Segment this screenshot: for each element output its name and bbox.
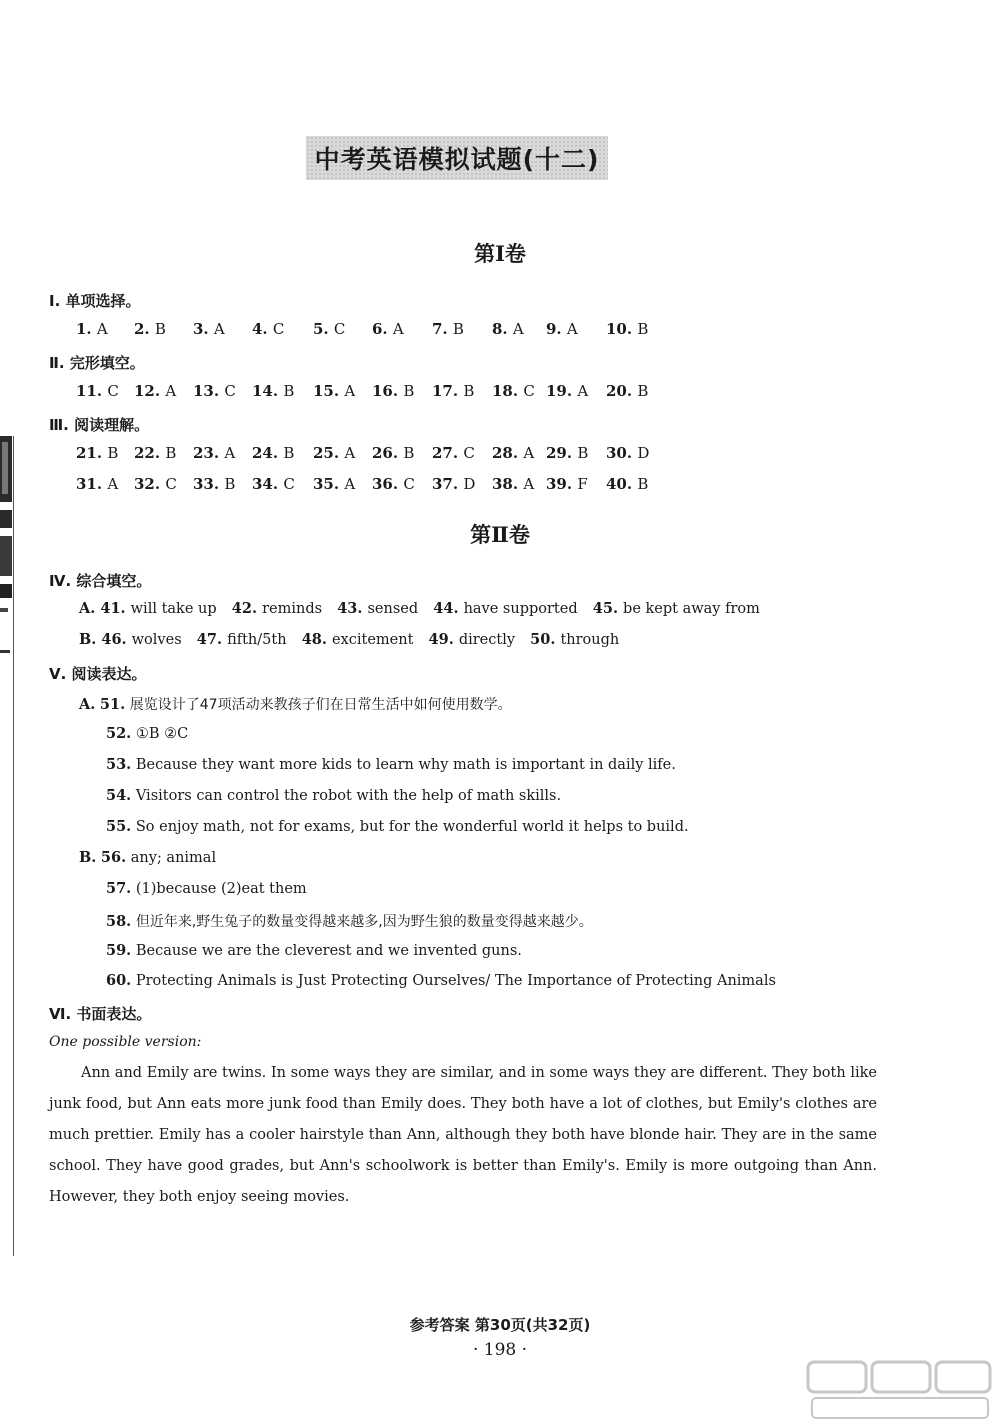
answer-letter: A (523, 475, 535, 493)
part-label: A. (79, 600, 101, 617)
exam-title: 中考英语模拟试题(十二) (306, 136, 608, 180)
answer-item (492, 444, 534, 462)
answer-item (252, 382, 294, 400)
answer-item (252, 320, 284, 338)
item-number: 48. (286, 631, 332, 648)
answer-number: 11. (76, 382, 108, 400)
answer-number: 32. (134, 475, 166, 493)
answer-letter: A (165, 382, 177, 400)
answer-letter: D (637, 444, 650, 462)
answer-letter: B (463, 382, 475, 400)
answer-number: 40. (606, 475, 638, 493)
answer-text: Because they want more kids to learn why math is important in daily life. (135, 757, 676, 773)
answer-item (432, 475, 475, 493)
answer-item (193, 475, 235, 493)
answer-letter: C (403, 475, 415, 493)
answer-letter: A (107, 475, 119, 493)
fill-row-b (79, 631, 619, 648)
answer-number: 24. (252, 444, 284, 462)
answer-number: 22. (134, 444, 166, 462)
answer-letter: B (577, 444, 589, 462)
answer-item (606, 382, 648, 400)
answer-letter: C (272, 320, 285, 338)
item-number: 54. (106, 787, 132, 804)
answer-letter: B (154, 320, 166, 338)
answer-number: 26. (372, 444, 404, 462)
answer-letter: A (523, 444, 535, 462)
answer-letter: C (165, 475, 177, 493)
answer-number: 39. (546, 475, 578, 493)
answer-letter: A (96, 320, 108, 338)
section-writing: Ⅵ. 书面表达。 (49, 1005, 152, 1023)
item-number: 42. (216, 600, 263, 617)
answer-letter: A (213, 320, 225, 338)
item-number: 50. (515, 631, 561, 648)
item-number: 56. (100, 849, 127, 866)
answer-item (546, 382, 588, 400)
answer-item (313, 475, 355, 493)
binding-edge-marks (0, 436, 14, 1256)
answer-number: 30. (606, 444, 638, 462)
page-footer: 参考答案 第30页(共32页) (409, 1316, 591, 1334)
answer-item (546, 320, 578, 338)
item-number: 43. (322, 600, 368, 617)
answer-letter: A (344, 382, 356, 400)
answer-letter: A (566, 320, 578, 338)
item-number: 53. (106, 756, 132, 773)
answer-letter: B (283, 382, 295, 400)
answer-number: 23. (193, 444, 225, 462)
answer-letter: B (224, 475, 236, 493)
answer-number: 28. (492, 444, 524, 462)
answer-number: 3. (193, 320, 214, 338)
item-number: 60. (106, 972, 132, 989)
answer-letter: C (523, 382, 535, 400)
item-number: 45. (577, 600, 624, 617)
answer-text: through (560, 632, 620, 648)
writing-intro: One possible version: (49, 1034, 202, 1050)
answer-text: 但近年来,野生兔子的数量变得越来越多,因为野生狼的数量变得越来越少。 (135, 914, 593, 930)
answer-text: any; animal (130, 850, 217, 866)
answer-item (252, 475, 295, 493)
answer-number: 34. (252, 475, 284, 493)
answer-number: 19. (546, 382, 578, 400)
answer-number: 29. (546, 444, 578, 462)
answer-item (313, 382, 355, 400)
answer-number: 21. (76, 444, 108, 462)
section-comprehensive-fill: Ⅳ. 综合填空。 (49, 572, 152, 590)
answer-number: 7. (432, 320, 453, 338)
answer-letter: C (283, 475, 295, 493)
part-label: B. (79, 631, 102, 648)
item-number: 46. (101, 631, 132, 648)
answer-letter: B (452, 320, 464, 338)
answer-letter: A (344, 475, 356, 493)
reading-item-56 (79, 849, 216, 866)
answer-number: 8. (492, 320, 513, 338)
answer-item (492, 475, 534, 493)
answer-number: 1. (76, 320, 97, 338)
answer-letter: B (637, 475, 649, 493)
answer-item (134, 475, 177, 493)
item-number: 52. (106, 725, 132, 742)
answer-item (546, 475, 588, 493)
answer-number: 15. (313, 382, 345, 400)
answer-number: 4. (252, 320, 273, 338)
answer-letter: F (577, 475, 588, 493)
answer-item (432, 382, 474, 400)
answer-text: wolves (131, 632, 182, 648)
answer-item (252, 444, 294, 462)
answer-letter: B (165, 444, 177, 462)
answer-letter: A (512, 320, 524, 338)
answer-number: 27. (432, 444, 464, 462)
answer-number: 38. (492, 475, 524, 493)
reading-item-52 (106, 725, 188, 742)
answer-text: reminds (262, 601, 323, 617)
answer-item (432, 444, 475, 462)
answer-text: have supported (463, 601, 578, 617)
page-number: · 198 · (472, 1340, 528, 1360)
answer-item (76, 320, 108, 338)
reading-item-51 (79, 694, 512, 714)
answer-letter: D (463, 475, 476, 493)
answer-item (492, 320, 524, 338)
answer-text: excitement (331, 632, 414, 648)
item-number: 59. (106, 942, 132, 959)
answer-letter: B (283, 444, 295, 462)
answer-text: will take up (130, 601, 217, 617)
answer-text: Because we are the cleverest and we invented guns. (135, 943, 522, 959)
answer-number: 5. (313, 320, 334, 338)
reading-item-58 (106, 911, 593, 931)
answer-number: 37. (432, 475, 464, 493)
answer-number: 20. (606, 382, 638, 400)
answer-letter: A (577, 382, 589, 400)
answer-item (606, 320, 648, 338)
section-reading-expression: Ⅴ. 阅读表达。 (49, 665, 147, 683)
answer-item (606, 444, 649, 462)
answer-letter: A (344, 444, 356, 462)
answer-number: 36. (372, 475, 404, 493)
item-number: 58. (106, 913, 132, 930)
answer-number: 10. (606, 320, 638, 338)
answer-item (76, 382, 119, 400)
answer-item (372, 320, 404, 338)
answer-number: 13. (193, 382, 225, 400)
item-number: 49. (413, 631, 459, 648)
volume-one-heading: 第Ⅰ卷 (474, 241, 526, 266)
reading-item-55 (106, 818, 689, 835)
fill-row-a (79, 600, 760, 617)
model-essay: Ann and Emily are twins. In some ways they are similar, and in some ways they are different. They both like junk food, but Ann eats more junk food than Emily does. They both have a lot of clothes, but Emily's clothes are much prettier. Emily has a cooler hairstyle than Ann, although they both have blonde hair. They are in the same school. They have good grades, but Ann's schoolwork is better than Emily's. Emily is more outgoing than Ann. However, they both enjoy seeing movies. (49, 1065, 877, 1205)
reading-item-53 (106, 756, 676, 773)
answer-letter: C (107, 382, 119, 400)
section-cloze: Ⅱ. 完形填空。 (49, 354, 145, 372)
answer-number: 2. (134, 320, 155, 338)
answer-letter: C (463, 444, 475, 462)
answer-item (432, 320, 464, 338)
answer-item (193, 382, 236, 400)
volume-two-heading: 第Ⅱ卷 (470, 522, 530, 547)
answer-number: 6. (372, 320, 393, 338)
answer-number: 25. (313, 444, 345, 462)
answer-item (372, 475, 415, 493)
section-single-choice: Ⅰ. 单项选择。 (49, 292, 141, 310)
answer-item (372, 444, 414, 462)
reading-item-60 (106, 972, 776, 989)
answer-item (372, 382, 414, 400)
item-number: 55. (106, 818, 132, 835)
answer-item (606, 475, 648, 493)
answer-text: (1)because (2)eat them (135, 881, 307, 897)
answer-item (313, 320, 345, 338)
answer-number: 12. (134, 382, 166, 400)
answer-item (492, 382, 535, 400)
answer-letter: A (392, 320, 404, 338)
reading-item-59 (106, 942, 522, 959)
answer-letter: C (224, 382, 236, 400)
item-number: 47. (181, 631, 228, 648)
answer-item (134, 320, 166, 338)
answer-item (76, 444, 118, 462)
answer-item (76, 475, 118, 493)
answer-letter: C (333, 320, 346, 338)
reading-item-57 (106, 880, 307, 897)
answer-number: 14. (252, 382, 284, 400)
answer-item (134, 382, 176, 400)
answer-number: 31. (76, 475, 108, 493)
answer-text: 展览设计了47项活动来教孩子们在日常生活中如何使用数学。 (129, 697, 512, 713)
answer-item (313, 444, 355, 462)
answer-number: 18. (492, 382, 524, 400)
part-b-label: B. (79, 849, 97, 866)
answer-item (546, 444, 588, 462)
answer-text: be kept away from (623, 601, 760, 617)
answer-letter: B (637, 320, 649, 338)
answer-item (193, 320, 225, 338)
answer-number: 16. (372, 382, 404, 400)
answer-text: sensed (367, 601, 419, 617)
item-number: 44. (418, 600, 464, 617)
item-number: 51. (99, 696, 126, 713)
answer-letter: B (403, 382, 415, 400)
answer-item (134, 444, 176, 462)
answer-number: 35. (313, 475, 345, 493)
item-number: 57. (106, 880, 132, 897)
answer-letter: B (107, 444, 119, 462)
answer-text: Visitors can control the robot with the help of math skills. (135, 788, 562, 804)
answer-number: 9. (546, 320, 567, 338)
answer-number: 33. (193, 475, 225, 493)
part-a-label: A. (79, 696, 96, 713)
answer-item (193, 444, 235, 462)
answer-letter: B (637, 382, 649, 400)
item-number: 41. (100, 600, 131, 617)
answer-number: 17. (432, 382, 464, 400)
reading-item-54 (106, 787, 561, 804)
answer-text: So enjoy math, not for exams, but for the wonderful world it helps to build. (135, 819, 689, 835)
answer-text: directly (458, 632, 516, 648)
section-reading: Ⅲ. 阅读理解。 (49, 416, 150, 434)
answer-letter: A (224, 444, 236, 462)
answer-text: Protecting Animals is Just Protecting Ourselves/ The Importance of Protecting Animals (135, 973, 776, 989)
answer-letter: B (403, 444, 415, 462)
answer-text: fifth/5th (227, 632, 287, 648)
answer-text: ①B ②C (135, 726, 189, 742)
watermark-logo (804, 1358, 994, 1422)
